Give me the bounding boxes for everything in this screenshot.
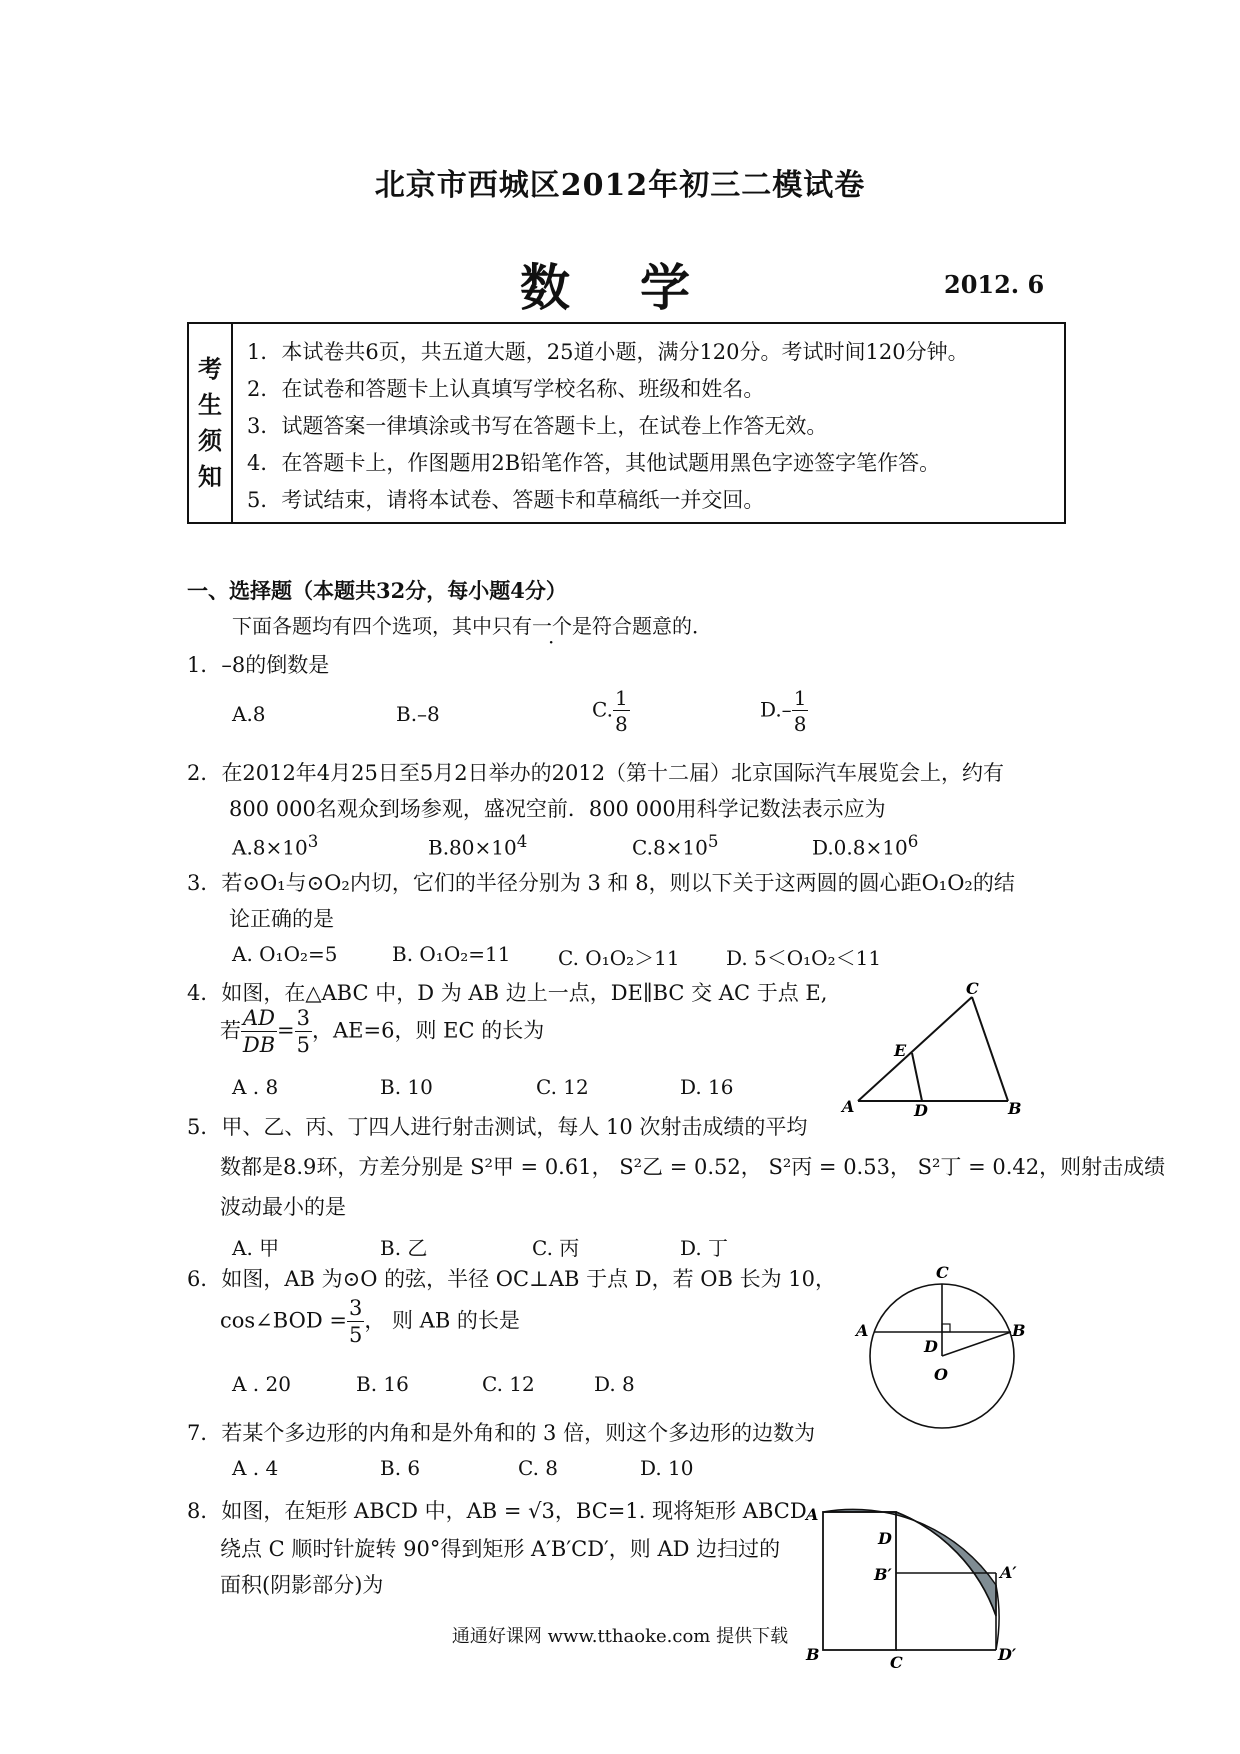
q7-option-b: B. 6 <box>380 1456 421 1480</box>
inner-arc <box>896 1512 996 1616</box>
fraction <box>792 688 809 734</box>
intro-text: 下面各题均有四个选项，其中只有 <box>232 614 532 638</box>
segment-bc <box>972 997 1008 1101</box>
vertex-label-c: C <box>966 979 979 998</box>
notice-item: 2．在试卷和答题卡上认真填写学校名称、班级和姓名。 <box>247 377 765 401</box>
fraction-denominator: 8 <box>793 712 807 736</box>
question-5-line1: 5．甲、乙、丙、丁四人进行射击测试，每人 10 次射击成绩的平均 <box>187 1115 808 1139</box>
question-4-line1: 4．如图，在△ABC 中，D 为 AB 边上一点，DE∥BC 交 AC 于点 E, <box>187 981 828 1005</box>
fraction-numerator: 1 <box>614 686 628 710</box>
fraction <box>295 1008 312 1056</box>
point-label-d-prime: D′ <box>998 1645 1017 1664</box>
q3-option-b: B. O₁O₂=11 <box>392 942 511 966</box>
q4-option-c: C. 12 <box>536 1075 589 1099</box>
fraction-denominator: 5 <box>296 1033 310 1057</box>
question-8-line3: 面积(阴影部分)为 <box>220 1573 384 1597</box>
point-label-o: O <box>934 1365 948 1384</box>
subject-title: 数学 <box>520 258 760 317</box>
exponent: 6 <box>907 832 919 851</box>
notice-item: 4．在答题卡上，作图题用2B铅笔作答，其他试题用黑色字迹签字笔作答。 <box>247 451 941 475</box>
page-footer: 通通好课网 www.tthaoke.com 提供下载 <box>451 1626 789 1647</box>
q4-triangle-figure <box>840 978 1030 1123</box>
q3-option-d: D. 5＜O₁O₂＜11 <box>726 946 882 970</box>
notice-heading-char: 须 <box>198 426 222 455</box>
point-label-b: B <box>1012 1321 1026 1340</box>
question-2-line1: 2．在2012年4月25日至5月2日举办的2012（第十二届）北京国际汽车展览会上，约有 <box>187 761 1005 785</box>
notice-item: 3．试题答案一律填涂或书写在答题卡上，在试卷上作答无效。 <box>247 414 828 438</box>
q3-option-c: C. O₁O₂＞11 <box>558 946 680 970</box>
equals-sign: = <box>277 1018 295 1043</box>
point-label-d: D <box>878 1529 892 1548</box>
q1-option-c <box>592 688 630 734</box>
point-label-a: A <box>856 1321 869 1340</box>
point-label-b: B <box>806 1645 820 1664</box>
exponent: 5 <box>707 832 719 851</box>
question-6-line1: 6．如图，AB 为⊙O 的弦，半径 OC⊥AB 于点 D，若 OB 长为 10， <box>187 1267 837 1291</box>
q2-option-c <box>632 832 719 860</box>
question-2-line2: 800 000名观众到场参观，盛况空前．800 000用科学记数法表示应为 <box>229 797 886 821</box>
q6-prefix: cos∠BOD = <box>220 1308 347 1333</box>
exam-title: 北京市西城区2012年初三二模试卷 <box>374 168 866 203</box>
notice-heading-char: 考 <box>198 354 222 383</box>
q7-option-c: C. 8 <box>518 1456 559 1480</box>
fraction-numerator: 3 <box>348 1296 363 1320</box>
q8-line1-suffix: ，BC=1. 现将矩形 ABCD <box>554 1499 807 1523</box>
q5-option-a: A. 甲 <box>232 1236 280 1260</box>
q6-option-d: D. 8 <box>594 1372 635 1396</box>
q5-option-b: B. 乙 <box>380 1236 428 1260</box>
point-label-c: C <box>936 1263 949 1282</box>
q4-option-d: D. 16 <box>680 1075 734 1099</box>
q8-ab-value: AB = √3 <box>466 1499 555 1523</box>
fraction <box>241 1008 277 1056</box>
q2-option-d <box>812 832 918 860</box>
exponent: 4 <box>516 832 528 851</box>
q2-option-a-text: A.8×10 <box>232 835 308 860</box>
radius-ob <box>942 1332 1011 1356</box>
question-6-line2 <box>220 1298 520 1346</box>
intro-text: 是符合题意的． <box>572 614 712 638</box>
q5-option-d: D. 丁 <box>680 1236 729 1260</box>
q1-option-b: B.–8 <box>396 702 440 726</box>
segment-ac <box>858 997 972 1101</box>
exponent: 3 <box>307 832 319 851</box>
q6-suffix: ， 则 AB 的长是 <box>364 1308 520 1333</box>
vertex-label-a: A <box>842 1097 855 1116</box>
segment-de <box>912 1053 922 1101</box>
point-label-b-prime: B′ <box>874 1565 892 1584</box>
notice-heading <box>189 324 233 522</box>
q1-option-d-label: D.– <box>760 697 792 722</box>
fraction-numerator: 1 <box>793 686 807 710</box>
q1-option-c-label: C. <box>592 697 613 722</box>
q2-option-b <box>428 832 527 860</box>
q3-option-a: A. O₁O₂=5 <box>232 942 338 966</box>
question-1-stem: 1．–8的倒数是 <box>187 653 330 677</box>
question-8-line1 <box>187 1496 807 1526</box>
q4-option-a: A . 8 <box>232 1075 279 1099</box>
section-intro <box>232 610 712 639</box>
vertex-label-e: E <box>894 1041 907 1060</box>
vertex-label-b: B <box>1008 1099 1022 1118</box>
q4-suffix: ，AE=6，则 EC 的长为 <box>312 1018 545 1043</box>
question-3-line1: 3．若⊙O₁与⊙O₂内切，它们的半径分别为 3 和 8，则以下关于这两圆的圆心距O₁O₂的结 <box>187 871 1015 895</box>
point-label-c: C <box>890 1653 903 1672</box>
point-label-d: D <box>924 1337 938 1356</box>
point-label-a-prime: A′ <box>1000 1563 1017 1582</box>
fraction-denominator: DB <box>242 1033 276 1057</box>
q2-option-c-text: C.8×10 <box>632 835 708 860</box>
fraction-numerator: AD <box>243 1006 276 1030</box>
point-label-a: A <box>806 1505 819 1524</box>
question-4-line2 <box>220 1008 544 1056</box>
fraction-denominator: 8 <box>614 712 628 736</box>
q2-option-d-text: D.0.8×10 <box>812 835 908 860</box>
notice-list <box>247 334 1060 519</box>
notice-heading-char: 生 <box>198 390 222 419</box>
question-3-line2: 论正确的是 <box>229 907 334 931</box>
notice-heading-char: 知 <box>198 462 222 491</box>
question-8-line2: 绕点 C 顺时针旋转 90°得到矩形 A′B′CD′，则 AD 边扫过的 <box>220 1537 781 1561</box>
question-5-line2: 数都是8.9环，方差分别是 S²甲 = 0.61， S²乙 = 0.52， S²丙 = 0.53， S²丁 = 0.42，则射击成绩 <box>220 1155 1166 1179</box>
q4-option-b: B. 10 <box>380 1075 433 1099</box>
exam-date: 2012. 6 <box>944 270 1045 299</box>
notice-item: 5．考试结束，请将本试卷、答题卡和草稿纸一并交回。 <box>247 488 765 512</box>
fraction <box>613 688 630 734</box>
section-heading: 一、选择题（本题共32分，每小题4分） <box>187 578 567 603</box>
q6-option-a: A . 20 <box>232 1372 291 1396</box>
fraction <box>347 1298 364 1346</box>
intro-emphasis: 一个 <box>532 614 572 638</box>
q1-option-a: A.8 <box>232 702 266 726</box>
notice-item: 1．本试卷共6页，共五道大题，25道小题，满分120分。考试时间120分钟。 <box>247 340 969 364</box>
fraction-numerator: 3 <box>296 1006 310 1030</box>
question-7-stem: 7．若某个多边形的内角和是外角和的 3 倍，则这个多边形的边数为 <box>187 1421 816 1445</box>
question-5-line3: 波动最小的是 <box>220 1195 346 1219</box>
vertex-label-d: D <box>914 1101 928 1120</box>
q6-option-c: C. 12 <box>482 1372 535 1396</box>
q6-option-b: B. 16 <box>356 1372 409 1396</box>
q2-option-a <box>232 832 318 860</box>
right-angle-mark <box>942 1324 950 1332</box>
q1-option-d <box>760 688 808 734</box>
q7-option-d: D. 10 <box>640 1456 694 1480</box>
q7-option-a: A . 4 <box>232 1456 279 1480</box>
swept-area-shaded <box>823 1509 996 1616</box>
q2-option-b-text: B.80×10 <box>428 835 517 860</box>
q8-line1-prefix: 8．如图，在矩形 ABCD 中， <box>187 1499 467 1523</box>
q5-option-c: C. 丙 <box>532 1236 580 1260</box>
q4-prefix: 若 <box>220 1018 241 1043</box>
fraction-denominator: 5 <box>348 1323 363 1347</box>
q6-circle-figure <box>852 1258 1032 1438</box>
notice-box <box>187 322 1066 524</box>
